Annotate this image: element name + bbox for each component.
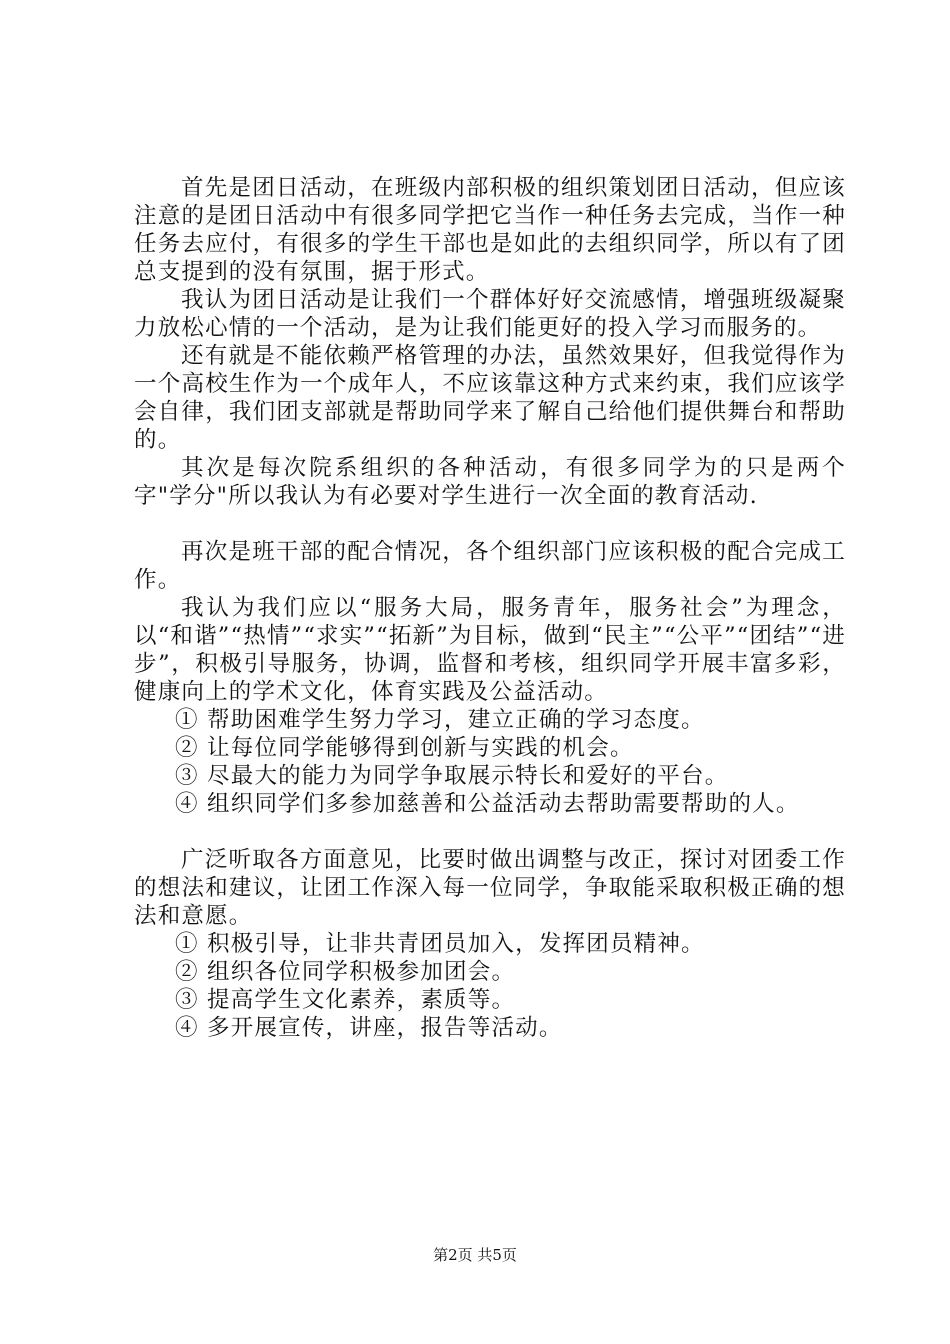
list-item: ③ 尽最大的能力为同学争取展示特长和爱好的平台。 [175,763,729,789]
paragraph-management: 还有就是不能依赖严格管理的办法，虽然效果好，但我觉得作为一个高校生作为一个成年人，不应该靠这种方式来约束，我们应该学会自律，我们团支部就是帮助同学来了解自己给他们提供舞台和帮助的。 [134,343,846,453]
list-item: ③ 提高学生文化素养，素质等。 [175,987,516,1013]
paragraph-spacer [134,818,846,846]
paragraph-cadres: 再次是班干部的配合情况，各个组织部门应该积极的配合完成工作。 [134,539,846,593]
paragraph-opinions: 广泛听取各方面意见，比要时做出调整与改正，探讨对团委工作的想法和建议，让团工作深入每一位同学，争取能采取积极正确的想法和意愿。 [134,847,846,929]
list-item: ① 积极引导，让非共青团员加入，发挥团员精神。 [175,931,705,957]
list-item: ② 让每位同学能够得到创新与实践的机会。 [175,735,634,761]
page-number: 第2页 共5页 [433,1246,517,1264]
paragraph-tuanri: 首先是团日活动，在班级内部积极的组织策划团日活动，但应该注意的是团日活动中有很多同学把它当作一种任务去完成，当作一种任务去应付，有很多的学生干部也是如此的去组织同学，所以有了团总支提到的没有氛围，据于形式。 [134,175,846,285]
list-item: ④ 组织同学们多参加慈善和公益活动去帮助需要帮助的人。 [175,791,800,817]
document-body [134,174,846,1042]
paragraph-activities: 其次是每次院系组织的各种活动，有很多同学为的只是两个字"学分"所以我认为有必要对学生进行一次全面的教育活动. [134,455,846,509]
list-item: ① 帮助困难学生努力学习，建立正确的学习态度。 [175,707,705,733]
paragraph-spacer [134,510,846,538]
list-item: ② 组织各位同学积极参加团会。 [175,959,516,985]
list-item: ④ 多开展宣传，讲座，报告等活动。 [175,1015,563,1041]
paragraph-purpose: 我认为团日活动是让我们一个群体好好交流感情，增强班级凝聚力放松心情的一个活动，是为让我们能更好的投入学习而服务的。 [134,287,846,341]
paragraph-philosophy: 我认为我们应以“服务大局，服务青年，服务社会”为理念，以“和谐”“热情”“求实”“拓新”为目标，做到“民主”“公平”“团结”“进步”，积极引导服务，协调，监督和考核，组织同学开展丰富多彩，健康向上的学术文化，体育实践及公益活动。 [134,595,846,705]
